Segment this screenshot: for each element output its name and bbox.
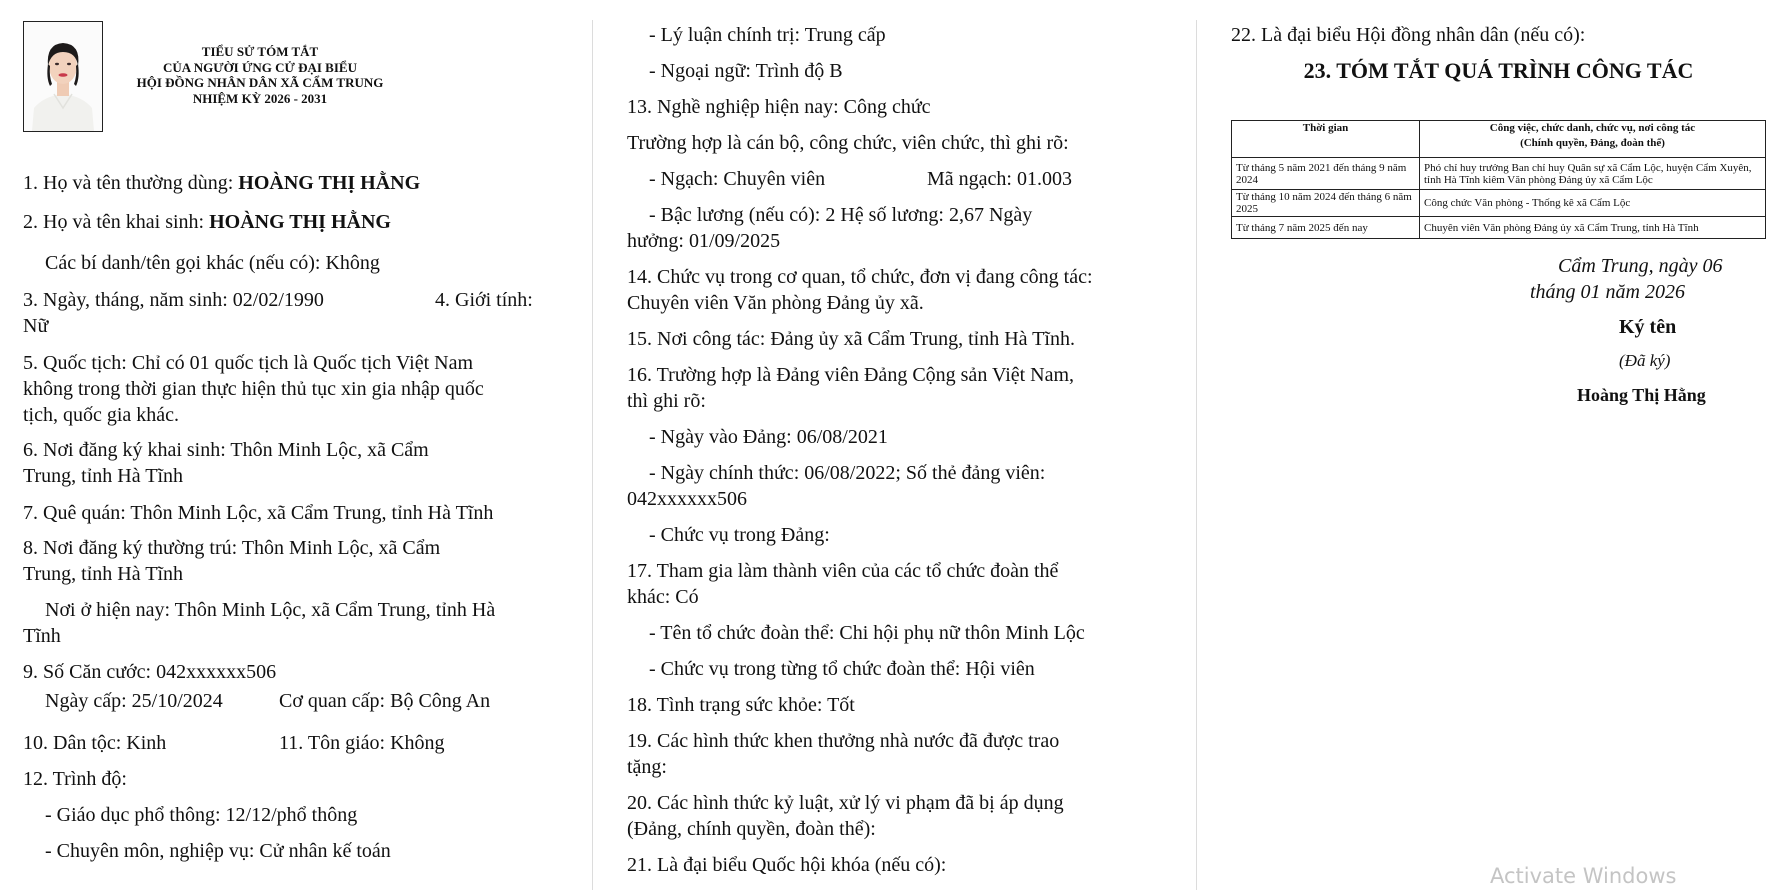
field-salary: - Bậc lương (nếu có): 2 Hệ số lương: 2,67 Ngày xyxy=(649,204,1033,226)
field-occupation: 13. Nghề nghiệp hiện nay: Công chức xyxy=(627,96,931,118)
field-value: HOÀNG THỊ HẰNG xyxy=(238,172,421,194)
signature-place-date: Cẩm Trung, ngày 06 xyxy=(1558,255,1723,277)
field-discipline: (Đảng, chính quyền, đoàn thể): xyxy=(627,818,876,840)
field-value: HOÀNG THỊ HẰNG xyxy=(209,211,391,233)
field-birth-registration: Trung, tỉnh Hà Tĩnh xyxy=(23,465,184,487)
field-alias: Các bí danh/tên gọi khác (nếu có): Không xyxy=(45,252,380,274)
field-civil-note: Trường hợp là cán bộ, công chức, viên chức, thì ghi rõ: xyxy=(627,132,1069,154)
cell-time: Từ tháng 10 năm 2024 đến tháng 6 năm 2025 xyxy=(1232,190,1420,217)
field-ethnicity: 10. Dân tộc: Kinh xyxy=(23,732,167,754)
table-row xyxy=(1232,217,1766,239)
column-divider xyxy=(1196,20,1197,890)
cell-time: Từ tháng 5 năm 2021 đến tháng 9 năm 2024 xyxy=(1232,158,1420,190)
field-label: 1. Họ và tên thường dùng: xyxy=(23,172,239,194)
portrait-icon xyxy=(24,22,102,131)
field-id-number: 9. Số Căn cước: 042xxxxxx506 xyxy=(23,661,277,683)
field-dob: 3. Ngày, tháng, năm sinh: 02/02/1990 xyxy=(23,289,324,311)
field-org-position: - Chức vụ trong từng tổ chức đoàn thể: Hội viên xyxy=(649,658,1035,680)
column-divider xyxy=(592,20,593,890)
field-rank-code: Mã ngạch: 01.003 xyxy=(927,168,1072,190)
title-line: TIỂU SỬ TÓM TẮT xyxy=(201,44,319,59)
field-current-residence: Nơi ở hiện nay: Thôn Minh Lộc, xã Cẩm Trung, tỉnh Hà xyxy=(45,599,496,621)
field-nationality-line: tịch, quốc gia khác. xyxy=(23,404,180,426)
field-awards: 19. Các hình thức khen thưởng nhà nước đã được trao xyxy=(627,730,1060,752)
field-permanent-residence: Trung, tỉnh Hà Tĩnh xyxy=(23,563,184,585)
field-organizations: khác: Có xyxy=(627,586,699,608)
title-line: HỘI ĐỒNG NHÂN DÂN XÃ CẨM TRUNG xyxy=(136,75,384,90)
field-peoples-council: 22. Là đại biểu Hội đồng nhân dân (nếu có): xyxy=(1231,24,1586,46)
field-party-official: 042xxxxxx506 xyxy=(627,488,747,510)
field-salary: hưởng: 01/09/2025 xyxy=(627,230,781,252)
field-position: 14. Chức vụ trong cơ quan, tổ chức, đơn vị đang công tác: xyxy=(627,266,1093,288)
field-edu-political: - Lý luận chính trị: Trung cấp xyxy=(649,24,886,46)
field-edu-general: - Giáo dục phổ thông: 12/12/phổ thông xyxy=(45,804,358,826)
work-history-title: 23. TÓM TẮT QUÁ TRÌNH CÔNG TÁC xyxy=(1303,58,1694,83)
cell-job: Chuyên viên Văn phòng Đảng ủy xã Cẩm Trung, tỉnh Hà Tĩnh xyxy=(1420,217,1766,239)
field-org-name: - Tên tổ chức đoàn thể: Chi hội phụ nữ thôn Minh Lộc xyxy=(649,622,1085,644)
field-education: 12. Trình độ: xyxy=(23,768,127,790)
field-birth-name xyxy=(23,209,391,235)
work-history-table xyxy=(1231,120,1766,239)
field-hometown: 7. Quê quán: Thôn Minh Lộc, xã Cẩm Trung, tỉnh Hà Tĩnh xyxy=(23,502,494,524)
header-line: (Chính quyền, Đảng, đoàn thể) xyxy=(1520,137,1665,149)
field-id-issuer: Cơ quan cấp: Bộ Công An xyxy=(279,690,491,712)
field-organizations: 17. Tham gia làm thành viên của các tổ chức đoàn thể xyxy=(627,560,1059,582)
field-rank: - Ngạch: Chuyên viên xyxy=(649,168,826,190)
document-title xyxy=(115,44,405,106)
portrait-photo xyxy=(23,21,103,132)
cell-job: Phó chỉ huy trưởng Ban chỉ huy Quân sự xã Cẩm Lộc, huyện Cẩm Xuyên, tỉnh Hà Tĩnh kiêm Văn phòng Đảng ủy xã Cẩm Lộc xyxy=(1420,158,1766,190)
signer-name: Hoàng Thị Hằng xyxy=(1577,385,1706,405)
field-common-name xyxy=(23,170,420,196)
signature-place-date: tháng 01 năm 2026 xyxy=(1530,281,1685,303)
field-position: Chuyên viên Văn phòng Đảng ủy xã. xyxy=(627,292,924,314)
column-left xyxy=(23,0,563,890)
field-religion: 11. Tôn giáo: Không xyxy=(279,732,445,754)
field-party-official: - Ngày chính thức: 06/08/2022; Số thẻ đảng viên: xyxy=(649,462,1046,484)
table-row xyxy=(1232,158,1766,190)
field-nationality-line: không trong thời gian thực hiện thủ tục xin gia nhập quốc xyxy=(23,378,484,400)
signature-label: Ký tên xyxy=(1619,316,1677,338)
field-gender-value: Nữ xyxy=(23,315,49,337)
field-gender-label: 4. Giới tính: xyxy=(435,289,533,311)
field-nationality-line: 5. Quốc tịch: Chỉ có 01 quốc tịch là Quốc tịch Việt Nam xyxy=(23,352,473,374)
column-header-job xyxy=(1420,121,1766,158)
field-label: 2. Họ và tên khai sinh: xyxy=(23,211,210,233)
cell-job: Công chức Văn phòng - Thống kê xã Cẩm Lộc xyxy=(1420,190,1766,217)
field-birth-registration: 6. Nơi đăng ký khai sinh: Thôn Minh Lộc, xã Cẩm xyxy=(23,439,429,461)
title-line: CỦA NGƯỜI ỨNG CỬ ĐẠI BIỂU xyxy=(163,59,357,75)
field-party-join-date: - Ngày vào Đảng: 06/08/2021 xyxy=(649,426,888,448)
field-party-member: 16. Trường hợp là Đảng viên Đảng Cộng sản Việt Nam, xyxy=(627,364,1075,386)
activate-windows-watermark: Activate Windows xyxy=(1490,864,1677,888)
signed-note: (Đã ký) xyxy=(1619,351,1671,370)
field-party-member: thì ghi rõ: xyxy=(627,390,706,412)
field-permanent-residence: 8. Nơi đăng ký thường trú: Thôn Minh Lộc, xã Cẩm xyxy=(23,537,441,559)
field-edu-language: - Ngoại ngữ: Trình độ B xyxy=(649,60,843,82)
field-health: 18. Tình trạng sức khỏe: Tốt xyxy=(627,694,855,716)
cell-time: Từ tháng 7 năm 2025 đến nay xyxy=(1232,217,1420,239)
column-right xyxy=(1231,0,1771,890)
field-national-assembly: 21. Là đại biểu Quốc hội khóa (nếu có): xyxy=(627,854,947,876)
field-id-issue-date: Ngày cấp: 25/10/2024 xyxy=(45,690,223,712)
field-party-position: - Chức vụ trong Đảng: xyxy=(649,524,830,546)
field-edu-professional: - Chuyên môn, nghiệp vụ: Cử nhân kế toán xyxy=(45,840,391,862)
column-header-time: Thời gian xyxy=(1232,121,1420,158)
title-line: NHIỆM KỲ 2026 - 2031 xyxy=(192,90,328,106)
table-row xyxy=(1232,190,1766,217)
column-middle xyxy=(627,0,1167,890)
field-awards: tặng: xyxy=(627,756,667,778)
field-workplace: 15. Nơi công tác: Đảng ủy xã Cẩm Trung, tỉnh Hà Tĩnh. xyxy=(627,328,1075,350)
table-header-row xyxy=(1232,121,1766,158)
header-line: Công việc, chức danh, chức vụ, nơi công tác xyxy=(1489,122,1696,134)
field-discipline: 20. Các hình thức kỷ luật, xử lý vi phạm đã bị áp dụng xyxy=(627,792,1064,814)
field-current-residence: Tĩnh xyxy=(23,625,61,647)
